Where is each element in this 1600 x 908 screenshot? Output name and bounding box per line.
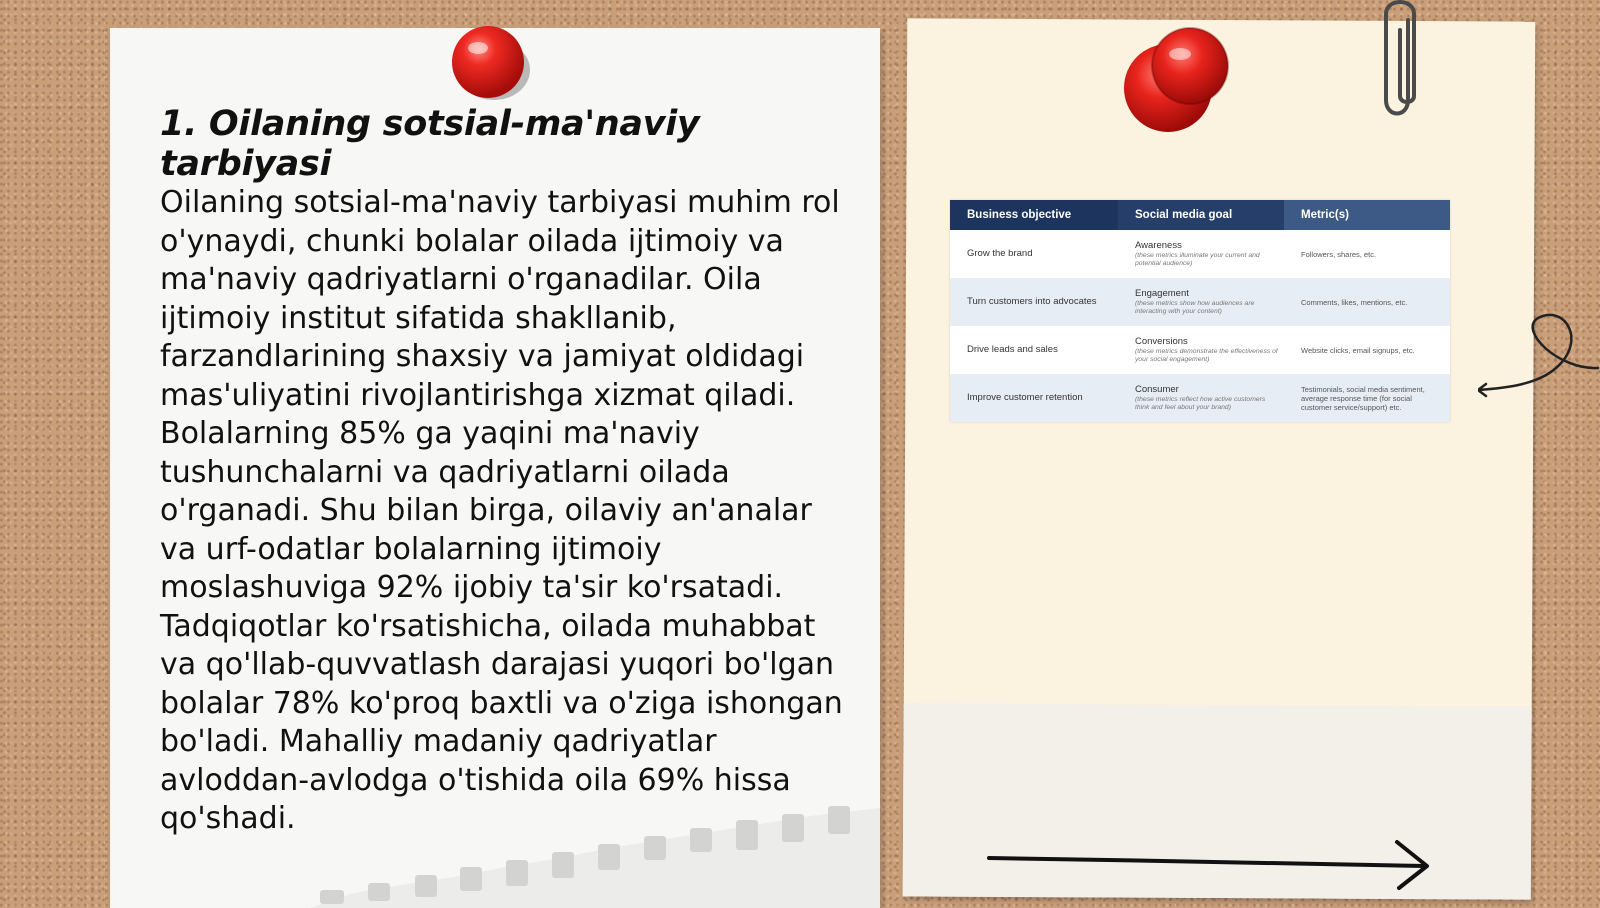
table-row <box>950 374 1450 422</box>
goal-name: Awareness <box>1135 240 1182 251</box>
page-title: 1. Oilaning sotsial-ma'naviy tarbiyasi <box>160 104 700 184</box>
column-header-metrics: Metric(s) <box>1284 200 1450 230</box>
body-paragraph: Oilaning sotsial-ma'naviy tarbiyasi muhim rol o'ynaydi, chunki bolalar oilada ijtimoiy va ma'naviy qadriyatlarni o'rganadilar. Oila ijtimoiy institut sifatida shakllanib, farzandlarining shaxsiy va jamiyat oldidagi mas'uliyatini rivojlantirishga xizmat qiladi. Bolalarning 85% ga yaqini ma'naviy tushunchalarni va qadriyatlarni oilada o'rganadi. Shu bilan birga, oilaviy an'analar va urf-odatlar bolalarning ijtimoiy moslashuviga 92% ijobiy ta'sir ko'rsatadi. Tadqiqotlar ko'rsatishicha, oilada muhabbat va qo'llab-quvvatlash darajasi yuqori bo'lgan bolalar 78% ko'proq baxtli va o'ziga ishongan bo'ladi. Mahalliy madaniy qadriyatlar avloddan-avlodga o'tishida oila 69% hissa qo'shadi. <box>160 185 843 836</box>
cell-goal <box>1118 374 1284 422</box>
goal-note: (these metrics demonstrate the effectiveness of your social engagement) <box>1135 348 1278 363</box>
cell-objective: Improve customer retention <box>950 374 1118 422</box>
goal-name: Consumer <box>1135 384 1179 395</box>
table-row <box>950 326 1450 374</box>
cell-objective: Turn customers into advocates <box>950 278 1118 326</box>
paperclip-icon <box>1378 0 1422 126</box>
goal-note: (these metrics illuminate your current and potential audience) <box>1135 252 1260 267</box>
cell-goal <box>1118 326 1284 374</box>
social-media-goals-table <box>950 200 1450 422</box>
cell-metric: Followers, shares, etc. <box>1284 230 1450 278</box>
swirl-arrow-doodle-icon <box>1478 310 1600 410</box>
cell-goal <box>1118 230 1284 278</box>
cell-metric: Website clicks, email signups, etc. <box>1284 326 1450 374</box>
table-row <box>950 230 1450 278</box>
right-arrow-doodle-icon <box>985 838 1445 892</box>
cell-objective: Grow the brand <box>950 230 1118 278</box>
goal-note: (these metrics show how audiences are interacting with your content) <box>1135 300 1255 315</box>
column-header-objective: Business objective <box>950 200 1118 230</box>
table-row <box>950 278 1450 326</box>
right-note-paper <box>903 18 1536 899</box>
goal-name: Engagement <box>1135 288 1189 299</box>
goal-note: (these metrics reflect how active customers think and feel about your brand) <box>1135 396 1266 411</box>
cell-objective: Drive leads and sales <box>950 326 1118 374</box>
cell-goal <box>1118 278 1284 326</box>
cell-metric: Testimonials, social media sentiment, average response time (for social customer service/support) etc. <box>1284 374 1450 422</box>
cell-metric: Comments, likes, mentions, etc. <box>1284 278 1450 326</box>
column-header-goal: Social media goal <box>1118 200 1284 230</box>
table-header-row <box>950 200 1450 230</box>
goal-name: Conversions <box>1135 336 1188 347</box>
red-pushpin-icon <box>1118 26 1238 136</box>
red-pushpin-icon <box>448 20 532 104</box>
